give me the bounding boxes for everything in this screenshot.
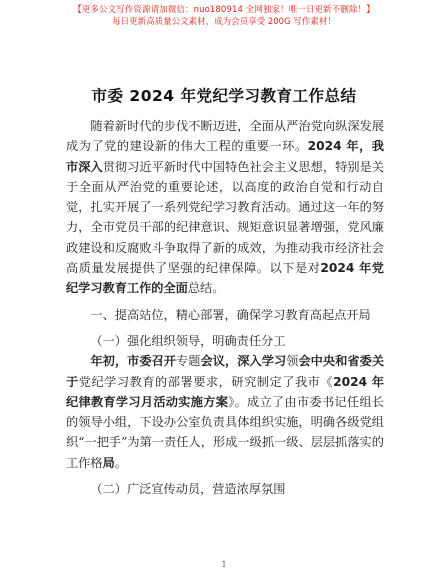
para2-bold-1: 年初，市委召开 xyxy=(90,354,177,369)
promo-banner-line-1: 【更多公文写作资源请加微信：nuo180914 全网独家！唯一日更新不删除！】 xyxy=(73,5,375,15)
para2-text-5: 。 xyxy=(114,455,127,470)
para2-text-1: 专题 xyxy=(176,354,201,369)
intro-bold-2: 2024 年党纪学习教育工作的全面 xyxy=(66,261,384,296)
para2-bold-3: 会中央和省委关于 xyxy=(66,354,385,389)
document-title: 市委 2024 年党纪学习教育工作总结 xyxy=(91,87,357,105)
para2-text-2: 领 xyxy=(286,354,299,369)
para2-bold-4: 2024 年纪律教育学习月活动实施方案 xyxy=(66,374,385,409)
section-heading-1: 一、提高站位，精心部署，确保学习教育高起点开局 xyxy=(90,307,371,322)
promo-banner xyxy=(0,4,448,28)
subsection-heading-1: （一）强化组织领导，明确责任分工 xyxy=(90,333,286,348)
subsection-heading-2: （二）广泛宣传动员，营造浓厚氛围 xyxy=(90,482,286,497)
intro-paragraph xyxy=(66,116,384,299)
para2-bold-5: 局 xyxy=(102,455,115,470)
intro-text-1: 随着新时代的步伐不断迈进，全面从严治党向纵深发展成为了党的建设新的伟大工程的重要一环。 xyxy=(66,119,384,154)
leadership-paragraph xyxy=(66,351,384,473)
promo-banner-line-2: 每日更新高质量公文素材，成为会员享受 200G 写作素材！ xyxy=(112,17,336,27)
para2-text-3: 党纪学习教育的部署要求，研究制定了我市《 xyxy=(78,374,334,389)
page-number: 1 xyxy=(221,560,227,569)
intro-text-3: 总结。 xyxy=(187,281,225,296)
intro-text-2: 贯彻习近平新时代中国特色社会主义思想，特别是关于全面从严治党的重要论述，以高度的政治自觉和行动自觉，扎实开展了一系列党纪学习教育活动。通过这一年的努力，全市党员干部的纪律意识、规矩意识显著增强，党风廉政建设和反腐败斗争取得了新的成效，为推动我市经济社会高质量发展提供了坚强的纪律保障。以下是对 xyxy=(66,159,385,276)
para2-text-4: 》。成立了由市委书记任组长的领导小组，下设办公室负责具体组织实施，明确各级党组织“一把手”为第一责任人，形成一级抓一级、层层抓落实的工作格 xyxy=(66,394,385,470)
intro-bold-1: 2024 年，我市深入 xyxy=(66,139,384,174)
document-body xyxy=(66,116,384,499)
para2-bold-2: 会议，深入学习 xyxy=(200,354,287,369)
